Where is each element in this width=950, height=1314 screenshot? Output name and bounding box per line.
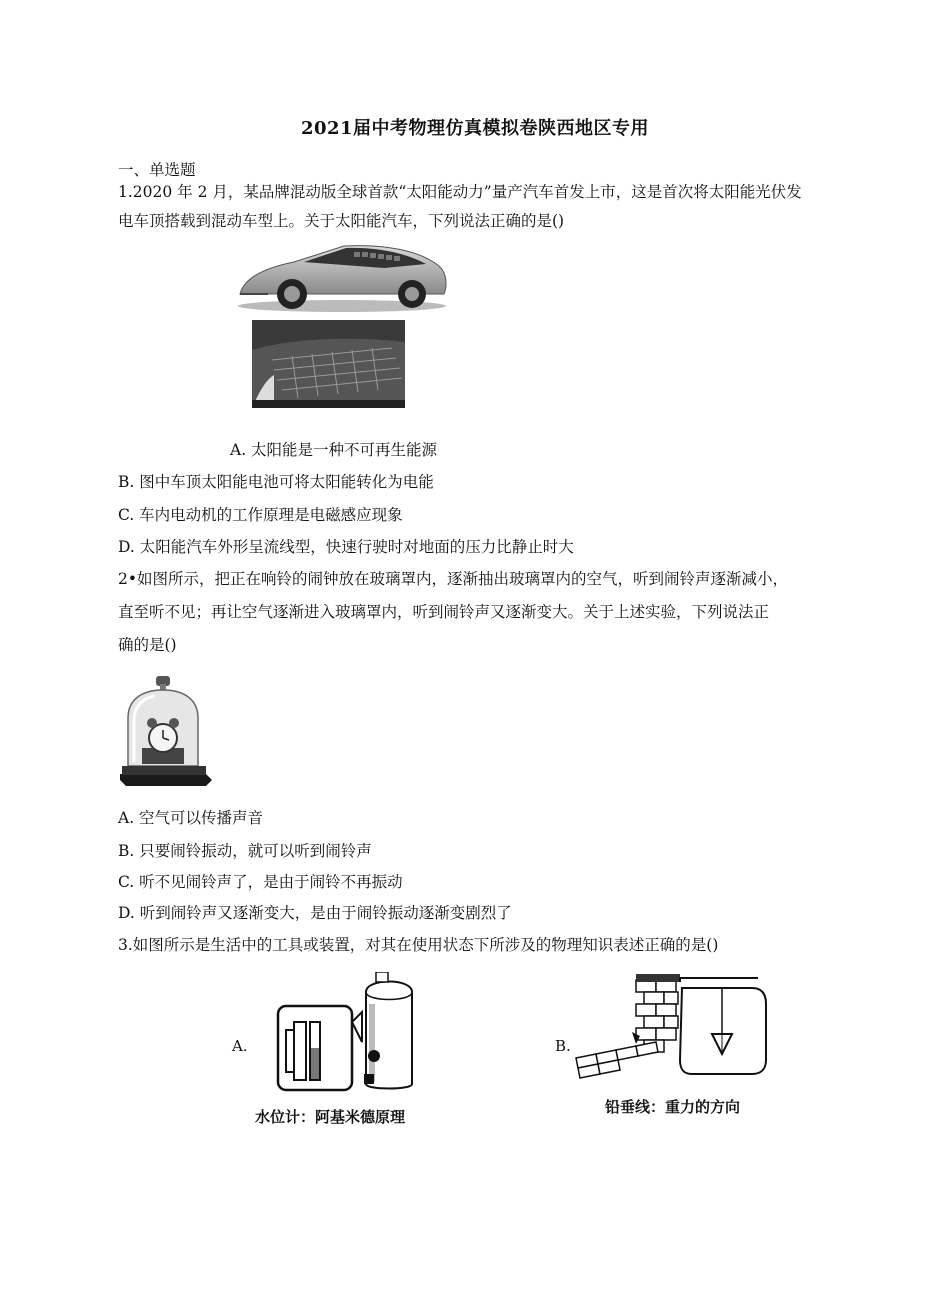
page-title: 2021届中考物理仿真模拟卷陕西地区专用 [300, 118, 650, 139]
solar-roof-panel-image [252, 320, 405, 408]
water-level-gauge-image [272, 972, 424, 1096]
q2-stem-line3: 确的是() [118, 636, 177, 654]
solar-car-side-image [234, 238, 450, 314]
q1-option-b: B. 图中车顶太阳能电池可将太阳能转化为电能 [118, 473, 434, 491]
q3-fig-a-label: A. [232, 1037, 248, 1055]
q3-fig-b-caption: 铅垂线：重力的方向 [605, 1098, 741, 1116]
q1-option-a: A. 太阳能是一种不可再生能源 [230, 441, 438, 459]
q1-option-c: C. 车内电动机的工作原理是电磁感应现象 [118, 506, 403, 524]
q3-fig-b-label: B. [555, 1037, 571, 1055]
q3-fig-a-caption: 水位计：阿基米德原理 [255, 1108, 406, 1126]
q2-stem-line2: 直至听不见；再让空气逐渐进入玻璃罩内，听到闹铃声又逐渐变大。关于上述实验，下列说法正 [118, 603, 770, 621]
q2-option-b: B. 只要闹铃振动，就可以听到闹铃声 [118, 842, 372, 860]
q2-option-a: A. 空气可以传播声音 [118, 809, 264, 827]
section-heading: 一、单选题 [118, 161, 196, 179]
q1-stem-line1: 1.2020 年 2 月，某品牌混动版全球首款“太阳能动力”量产汽车首发上市，这是首次将太阳能光伏发 [118, 183, 802, 201]
q2-option-d: D. 听到闹铃声又逐渐变大，是由于闹铃振动逐渐变剧烈了 [118, 904, 512, 922]
bell-jar-alarm-clock-image [118, 676, 214, 792]
q3-stem-line1: 3.如图所示是生活中的工具或装置，对其在使用状态下所涉及的物理知识表述正确的是() [118, 936, 719, 954]
q1-option-d: D. 太阳能汽车外形呈流线型，快速行驶时对地面的压力比静止时大 [118, 538, 574, 556]
q1-stem-line2: 电车顶搭载到混动车型上。关于太阳能汽车，下列说法正确的是() [118, 212, 565, 230]
q2-stem-line1: 2•如图所示，把正在响铃的闹钟放在玻璃罩内，逐渐抽出玻璃罩内的空气，听到闹铃声逐渐减小， [118, 570, 789, 588]
plumb-line-wall-image [572, 974, 768, 1086]
q2-option-c: C. 听不见闹铃声了，是由于闹铃不再振动 [118, 873, 403, 891]
